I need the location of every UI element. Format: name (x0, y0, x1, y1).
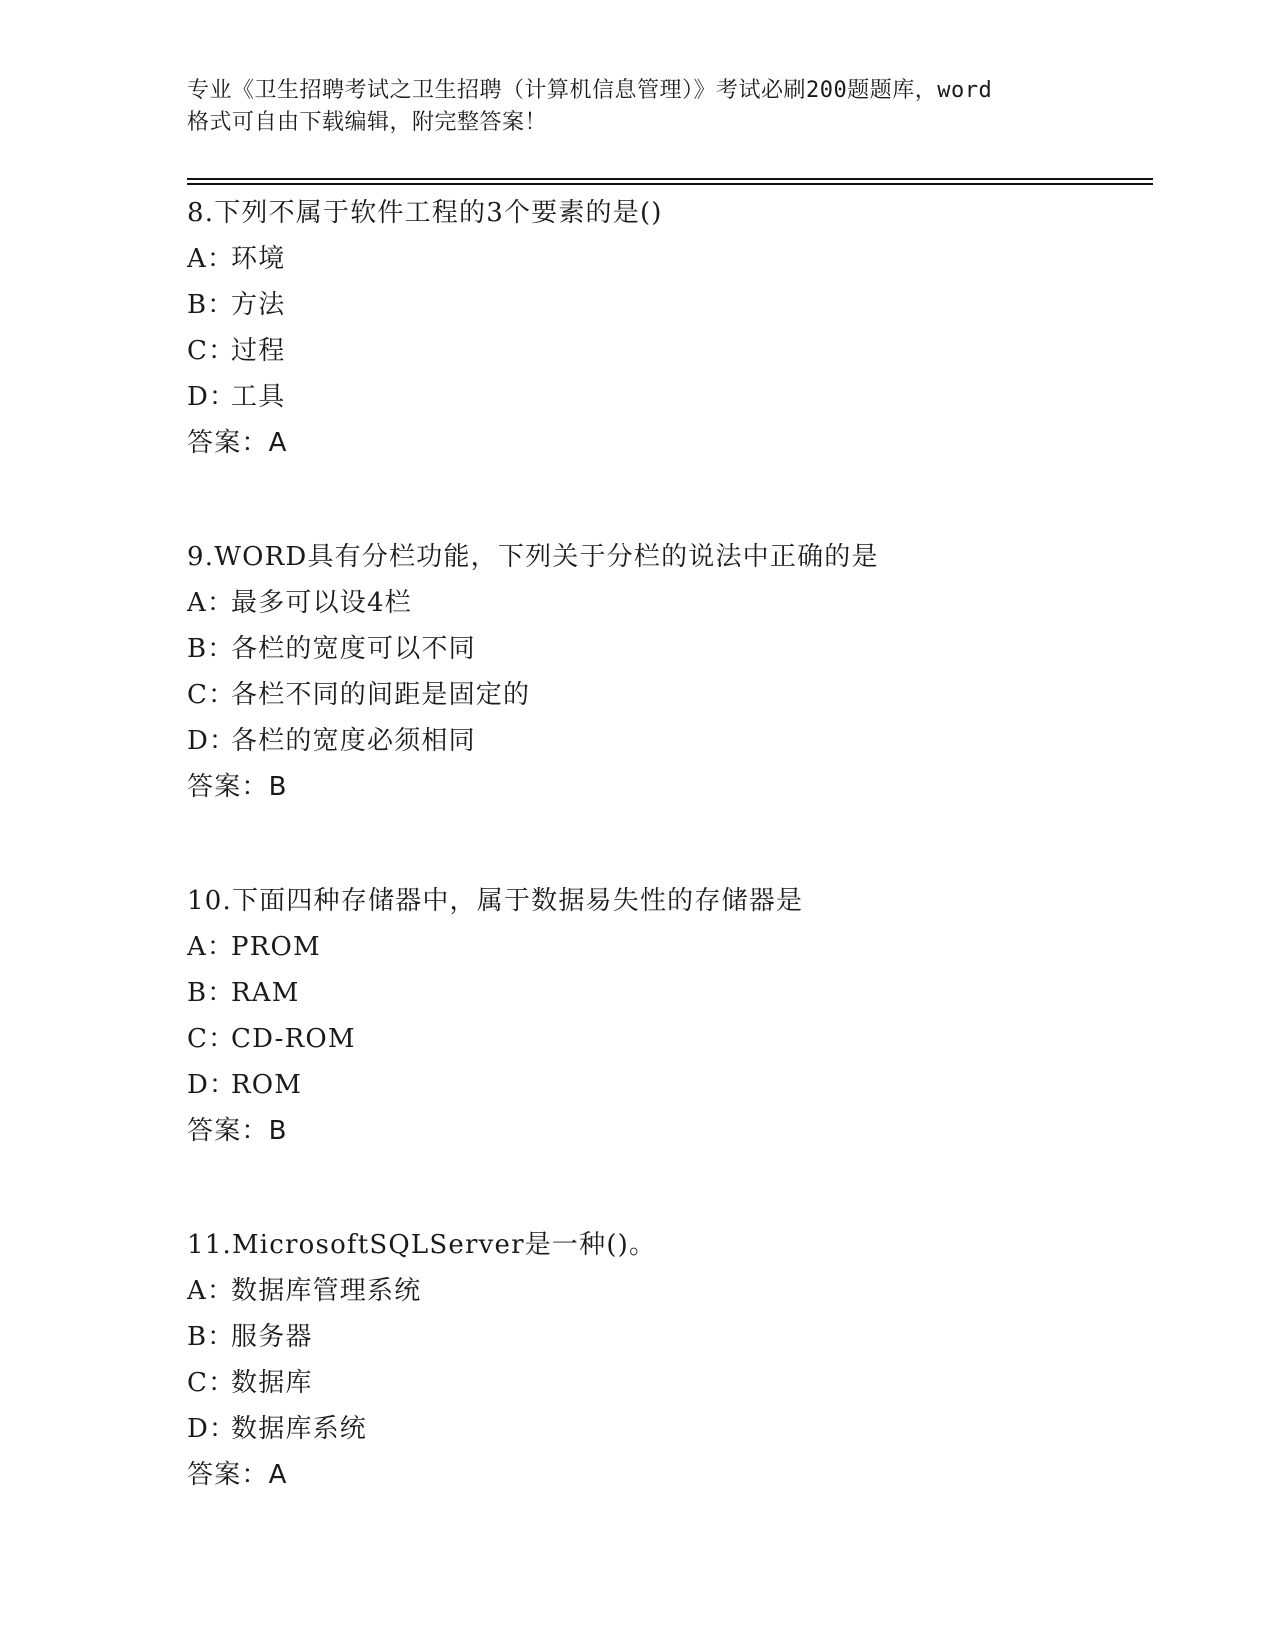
spacer (187, 508, 1153, 534)
option-d (187, 718, 1153, 764)
question-item (187, 1222, 1153, 1498)
question-item (187, 534, 1153, 810)
option-text: 数据库管理系统 (231, 1276, 422, 1306)
option-key: A： (187, 1276, 235, 1306)
option-a (187, 236, 1153, 282)
option-b (187, 1314, 1153, 1360)
option-c (187, 328, 1153, 374)
option-a (187, 1268, 1153, 1314)
question-item (187, 190, 1153, 466)
option-key: B： (187, 290, 235, 320)
option-key: C： (187, 1024, 236, 1054)
option-b (187, 282, 1153, 328)
option-text: ROM (231, 1070, 303, 1100)
option-key: B： (187, 1322, 235, 1352)
option-text: 数据库系统 (231, 1414, 368, 1444)
option-text: 方法 (231, 290, 286, 320)
answer-value: B (268, 772, 288, 802)
header-divider-top (187, 178, 1153, 180)
spacer (187, 466, 1153, 508)
answer-label: 答案： (187, 772, 269, 802)
option-text: 数据库 (231, 1368, 313, 1398)
spacer (187, 852, 1153, 878)
option-d (187, 1406, 1153, 1452)
header-line-2: 格式可自由下载编辑，附完整答案！ (187, 110, 548, 135)
question-title: 9.WORD具有分栏功能，下列关于分栏的说法中正确的是 (187, 542, 879, 572)
option-key: D： (187, 1070, 237, 1100)
answer-line (187, 1108, 1153, 1154)
option-key: B： (187, 634, 235, 664)
option-key: D： (187, 1414, 237, 1444)
option-key: D： (187, 726, 237, 756)
option-key: A： (187, 588, 235, 618)
question-title: 11.MicrosoftSQLServer是一种()。 (187, 1230, 657, 1260)
option-key: A： (187, 932, 235, 962)
answer-line (187, 764, 1153, 810)
spacer (187, 1154, 1153, 1196)
header-divider-bottom (187, 183, 1153, 185)
option-d (187, 374, 1153, 420)
option-a (187, 924, 1153, 970)
answer-value: B (268, 1116, 288, 1146)
answer-value: A (268, 1460, 288, 1490)
option-d (187, 1062, 1153, 1108)
option-c (187, 1016, 1153, 1062)
option-key: C： (187, 336, 236, 366)
option-key: B： (187, 978, 235, 1008)
option-text: 各栏的宽度必须相同 (231, 726, 476, 756)
option-c (187, 1360, 1153, 1406)
option-text: CD-ROM (231, 1024, 356, 1054)
option-text: 服务器 (231, 1322, 313, 1352)
option-a (187, 580, 1153, 626)
answer-line (187, 420, 1153, 466)
option-text: RAM (231, 978, 300, 1008)
option-text: 过程 (231, 336, 286, 366)
option-key: A： (187, 244, 235, 274)
option-c (187, 672, 1153, 718)
option-text: 各栏的宽度可以不同 (231, 634, 476, 664)
option-text: 工具 (231, 382, 286, 412)
document-header (187, 75, 1087, 139)
option-text: PROM (231, 932, 321, 962)
spacer (187, 1196, 1153, 1222)
option-key: C： (187, 680, 236, 710)
question-title: 10.下面四种存储器中，属于数据易失性的存储器是 (187, 886, 804, 916)
option-text: 各栏不同的间距是固定的 (231, 680, 531, 710)
answer-label: 答案： (187, 428, 269, 458)
option-text: 环境 (231, 244, 286, 274)
spacer (187, 810, 1153, 852)
header-line-1: 专业《卫生招聘考试之卫生招聘（计算机信息管理）》考试必刷200题题库，word (187, 78, 993, 103)
answer-line (187, 1452, 1153, 1498)
question-item (187, 878, 1153, 1154)
answer-label: 答案： (187, 1116, 269, 1146)
option-b (187, 970, 1153, 1016)
question-title: 8.下列不属于软件工程的3个要素的是() (187, 198, 663, 228)
answer-label: 答案： (187, 1460, 269, 1490)
option-key: D： (187, 382, 237, 412)
answer-value: A (268, 428, 288, 458)
option-b (187, 626, 1153, 672)
option-text: 最多可以设4栏 (231, 588, 412, 618)
option-key: C： (187, 1368, 236, 1398)
question-list (187, 190, 1153, 1498)
